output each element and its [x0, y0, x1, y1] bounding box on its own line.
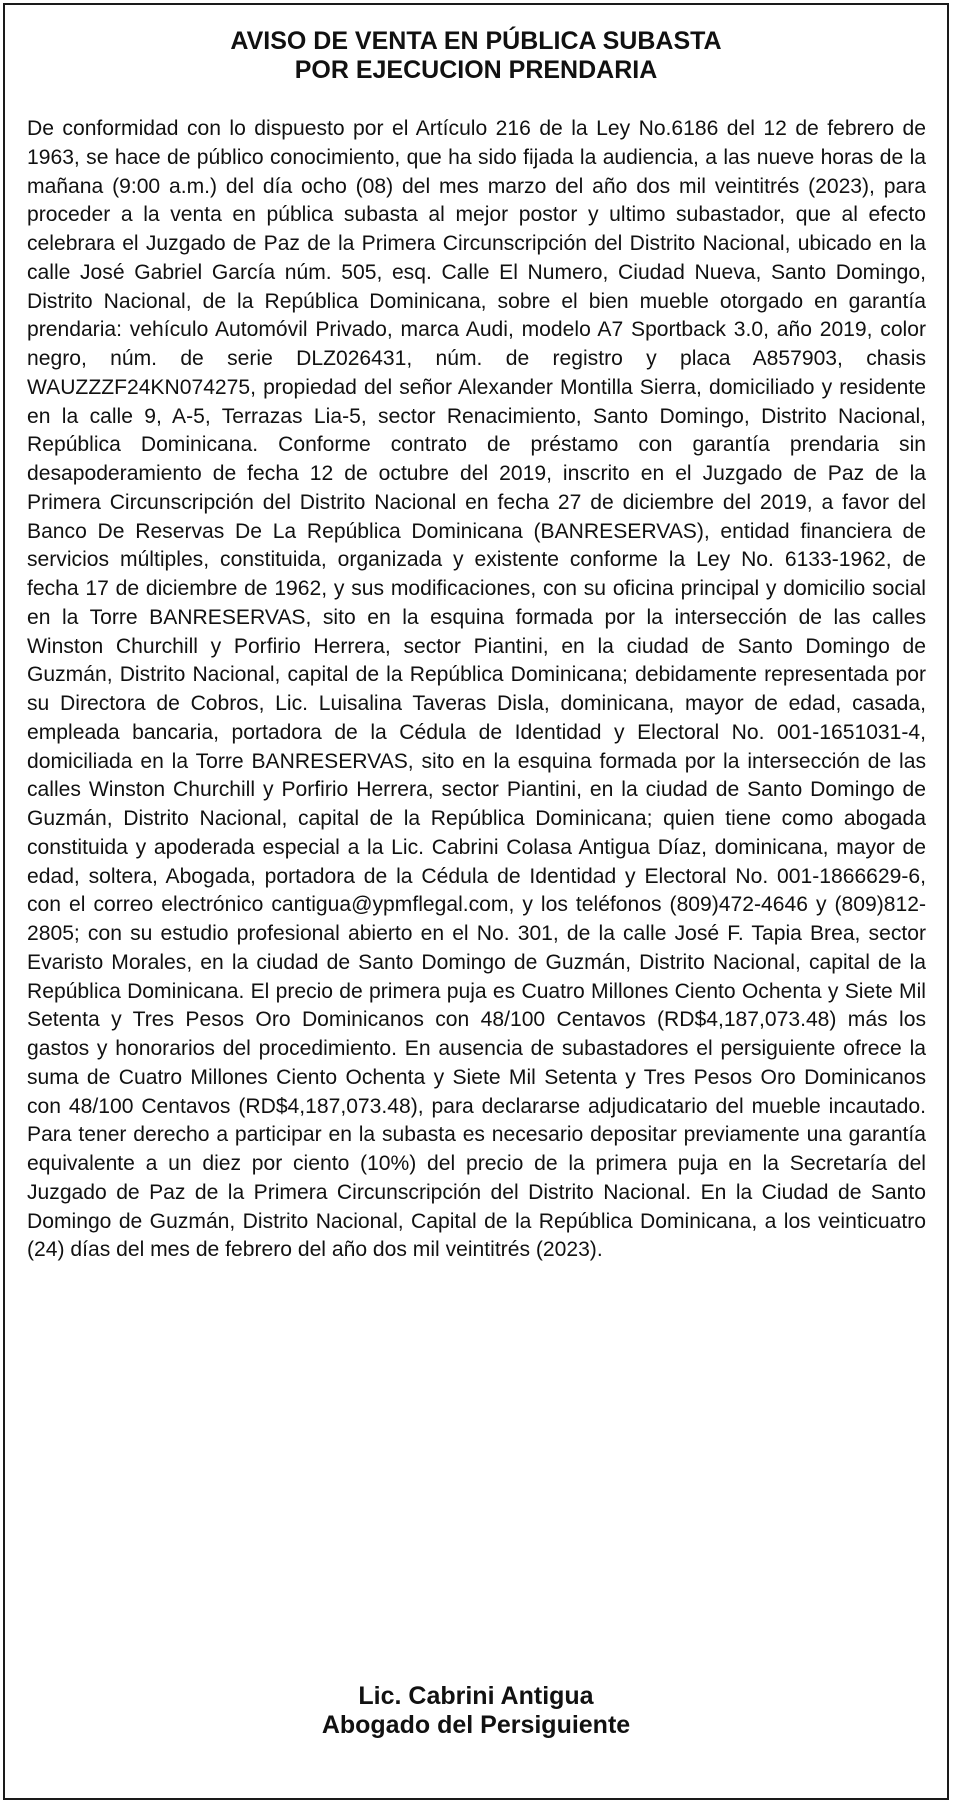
notice-frame [3, 3, 949, 1800]
notice-body: De conformidad con lo dispuesto por el Artículo 216 de la Ley No.6186 del 12 de febrero de 1963, se hace de público conocimiento, que ha sido fijada la audiencia, a las nueve horas de la mañana (9:00 a.m.) del día ocho (08) del mes marzo del año dos mil veintitrés (2023), para proceder a la venta en pública subasta al mejor postor y ultimo subastador, que al efecto celebrara el Juzgado de Paz de la Primera Circunscripción del Distrito Nacional, ubicado en la calle José Gabriel García núm. 505, esq. Calle El Numero, Ciudad Nueva, Santo Domingo, Distrito Nacional, de la República Dominicana, sobre el bien mueble otorgado en garantía prendaria: vehículo Automóvil Privado, marca Audi, modelo A7 Sportback 3.0, año 2019, color negro, núm. de serie DLZ026431, núm. de registro y placa A857903, chasis WAUZZZF24KN074275, propiedad del señor Alexander Montilla Sierra, domiciliado y residente en la calle 9, A-5, Terrazas Lia-5, sector Renacimiento, Santo Domingo, Distrito Nacional, República Dominicana. Conforme contrato de préstamo con garantía prendaria sin desapoderamiento de fecha 12 de octubre del 2019, inscrito en el Juzgado de Paz de la Primera Circunscripción del Distrito Nacional en fecha 27 de diciembre del 2019, a favor del Banco De Reservas De La República Dominicana (BANRESERVAS), entidad financiera de servicios múltiples, constituida, organizada y existente conforme la Ley No. 6133-1962, de fecha 17 de diciembre de 1962, y sus modificaciones, con su oficina principal y domicilio social en la Torre BANRESERVAS, sito en la esquina formada por la intersección de las calles Winston Churchill y Porfirio Herrera, sector Piantini, en la ciudad de Santo Domingo de Guzmán, Distrito Nacional, capital de la República Dominicana; debidamente representada por su Directora de Cobros, Lic. Luisalina Taveras Disla, dominicana, mayor de edad, casada, empleada bancaria, portadora de la Cédula de Identidad y Electoral No. 001-1651031-4, domiciliada en la Torre BANRESERVAS, sito en la esquina formada por la intersección de las calles Winston Churchill y Porfirio Herrera, sector Piantini, en la ciudad de Santo Domingo de Guzmán, Distrito Nacional, capital de la República Dominicana; quien tiene como abogada constituida y apoderada especial a la Lic. Cabrini Colasa Antigua Díaz, dominicana, mayor de edad, soltera, Abogada, portadora de la Cédula de Identidad y Electoral No. 001-1866629-6, con el correo electrónico cantigua@ypmflegal.com, y los teléfonos (809)472-4646 y (809)812-2805; con su estudio profesional abierto en el No. 301, de la calle José F. Tapia Brea, sector Evaristo Morales, en la ciudad de Santo Domingo de Guzmán, Distrito Nacional, capital de la República Dominicana. El precio de primera puja es Cuatro Millones Ciento Ochenta y Siete Mil Setenta y Tres Pesos Oro Dominicanos con 48/100 Centavos (RD$4,187,073.48) más los gastos y honorarios del procedimiento. En ausencia de subastadores el persiguiente ofrece la suma de Cuatro Millones Ciento Ochenta y Siete Mil Setenta y Tres Pesos Oro Dominicanos con 48/100 Centavos (RD$4,187,073.48), para declararse adjudicatario del mueble incautado. Para tener derecho a participar en la subasta es necesario depositar previamente una garantía equivalente a un diez por ciento (10%) del precio de la primera puja en la Secretaría del Juzgado de Paz de la Primera Circunscripción del Distrito Nacional. En la Ciudad de Santo Domingo de Guzmán, Distrito Nacional, Capital de la República Dominicana, a los veinticuatro (24) días del mes de febrero del año dos mil veintitrés (2023). [27, 117, 926, 1262]
signature-block [5, 1682, 947, 1740]
signature-role: Abogado del Persiguiente [321, 1711, 631, 1739]
notice-title-line2: POR EJECUCION PRENDARIA [294, 56, 658, 84]
signature-name: Lic. Cabrini Antigua [358, 1682, 594, 1710]
notice-title [5, 27, 947, 85]
notice-title-line1: AVISO DE VENTA EN PÚBLICA SUBASTA [230, 27, 722, 55]
